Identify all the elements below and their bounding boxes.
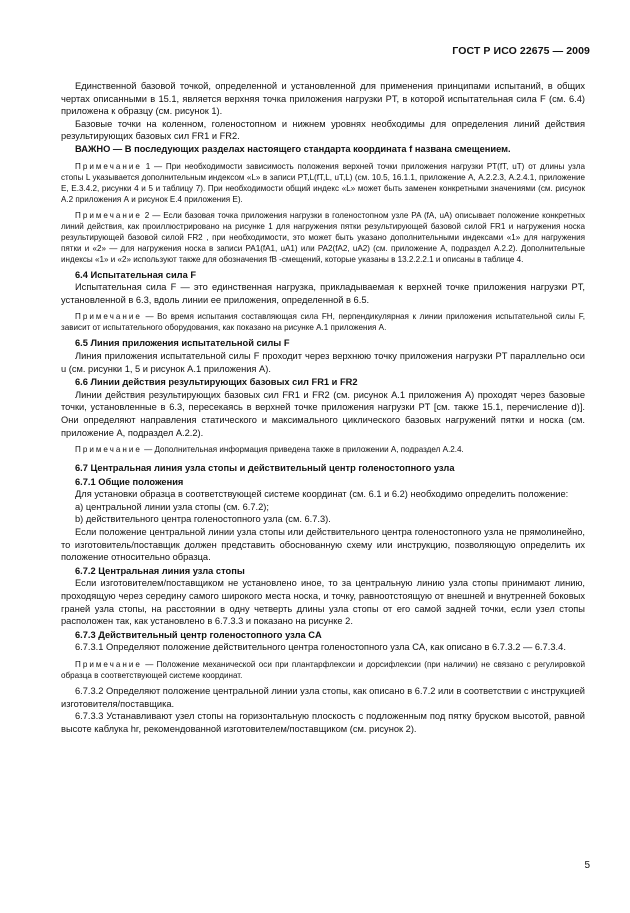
section-heading: 6.6 Линии действия результирующих базовых сил FR1 и FR2 <box>75 377 358 388</box>
note <box>61 210 585 265</box>
paragraph: Испытательная сила F — это единственная нагрузка, прикладываемая к верхней точке приложения нагрузки PT, установленной в 6.3, вдоль линии ее приложения, определенной в 6.5. <box>61 282 585 305</box>
note-label: Примечание <box>75 312 142 322</box>
paragraph: 6.7.3.2 Определяют положение центральной линии узла стопы, как описано в 6.7.2 или в соответствии с инструкцией изготовителя/поставщика. <box>61 686 585 709</box>
note-text: 1 — При необходимости зависимость положения верхней точки приложения нагрузки PT(fT, uT) от длины узла стопы L указывается дополнительным индексом «L» в записи PT,L(fT,L, uT,L) (см. 10.5, 16.1.1, приложение А, А.2.2.3, А.2.4.1, приложение Е, Е.3.4.2, рисунки 4 и 5 и таблицу 7). При необходимости общий индекс «L» может быть заменен конкретными значениями (см. рисунок А.2 приложения А и рисунок Е.4 приложения Е). <box>61 161 586 204</box>
subsection-heading: 6.7.1 Общие положения <box>75 476 184 487</box>
note-label: Примечание <box>75 445 142 455</box>
note <box>61 444 585 455</box>
note-label: Примечание <box>75 161 142 171</box>
section-heading: 6.7 Центральная линия узла стопы и действительный центр голеностопного узла <box>75 463 455 474</box>
paragraph: Единственной базовой точкой, определенной и установленной для применения принципами испытаний, в общих чертах описанными в 15.1, является верхняя точка приложения нагрузки PT, в которой испытательная сила F (см. 6.4) приложена к образцу (см. рисунок 1). <box>61 81 585 117</box>
note-label: Примечание <box>75 210 142 220</box>
document-header: ГОСТ Р ИСО 22675 — 2009 <box>452 45 590 57</box>
paragraph: Если изготовителем/поставщиком не установлено иное, то за центральную линию узла стопы принимают линию, проходящую через середину самого широкого места носка, и точку, равноотстоящую от внешней и внутренней боковых граней узла стопы, на расстоянии в одну четверть длины узла стопы от его самой задней точки, если узел стопы расположен так, как установлено в 6.7.3.3 и показано на рисунке 2. <box>61 578 585 627</box>
note-text: 2 — Если базовая точка приложения нагрузки в голеностопном узле PA (fA, uA) описывает положение конкретных линий действия, как проиллюстрировано на рисунке 1 для нагружения пятки результирующей базовой силой FR1 и нагружения носка результирующей базовой силой FR2 , при необходимости, это может быть указано дополнительными индексами «1» для нагружения пятки и «2» — для нагружения носка в записи PA1(fA1, uA1) или PA2(fA2, uA2) (см. приложение А, подраздел А.2.2). Дополнительные индексы «1» и «2» используют также для обозначения fB -смещений, которые указаны в 13.2.2.2.1 и описаны в таблице 4. <box>61 210 585 264</box>
note <box>61 311 585 333</box>
paragraph: Линия приложения испытательной силы F проходит через верхнюю точку приложения нагрузки PT параллельно оси u (см. рисунки 1, 5 и рисунок А.1 приложения А). <box>61 350 585 374</box>
list-item: b) действительного центра голеностопного узла (см. 6.7.3). <box>75 514 331 525</box>
subsection-heading: 6.7.2 Центральная линия узла стопы <box>75 565 245 576</box>
important-note: ВАЖНО — В последующих разделах настоящего стандарта координата f названа смещением. <box>75 143 511 154</box>
section-heading: 6.5 Линия приложения испытательной силы F <box>75 338 290 349</box>
document-body <box>61 80 585 735</box>
note-text: — Положение механической оси при плантарфлексии и дорсифлексии (при наличии) не связано с регулировкой образца в соответствующей системе координат. <box>61 660 586 680</box>
paragraph: Если положение центральной линии узла стопы или действительного центра голеностопного узла не прямолинейно, то изготовитель/поставщик должен представить обоснованную схему или инструкцию, позволяющую определить их положение относительно образца. <box>61 527 585 563</box>
note-text: — Во время испытания составляющая сила FH, перпендикулярная к линии приложения испытательной силы F, зависит от испытательного оборудования, как показано на рисунке А.1 приложения А. <box>61 312 586 333</box>
paragraph: 6.7.3.3 Устанавливают узел стопы на горизонтальную плоскость с подложенным под пятку бруском высотой, равной высоте каблука hr, рекомендованной изготовителем/поставщиком (см. рисунок 2). <box>61 711 585 734</box>
paragraph: Для установки образца в соответствующей системе координат (см. 6.1 и 6.2) необходимо определить положение: <box>75 489 569 500</box>
paragraph: Линии действия результирующих базовых сил FR1 и FR2 (см. рисунок А.1 приложения А) проходят через базовые точки, установленные в 6.3, пересекаясь в верхней точке приложения нагрузки PT [см. также 15.1, перечисление d)]. Они определяют направления статического и максимального циклического базовых нагружений пятки и носка (см. приложение А, подраздел А.2.2). <box>61 389 585 438</box>
paragraph: Базовые точки на коленном, голеностопном и нижнем уровнях необходимы для определения линий действия результирующих базовых сил FR1 и FR2. <box>61 118 585 142</box>
note <box>61 161 585 205</box>
note-label: Примечание <box>75 660 142 669</box>
section-heading: 6.4 Испытательная сила F <box>75 269 197 280</box>
subsection-heading: 6.7.3 Действительный центр голеностопного узла CA <box>75 629 322 640</box>
page-number: 5 <box>584 860 590 871</box>
paragraph: 6.7.3.1 Определяют положение действительного центра голеностопного узла CA, как описано в 6.7.3.2 — 6.7.3.4. <box>75 642 566 653</box>
list-item: a) центральной линии узла стопы (см. 6.7.2); <box>75 501 269 512</box>
note-text: — Дополнительная информация приведена также в приложении А, подраздел А.2.4. <box>144 445 464 455</box>
note <box>61 659 585 681</box>
